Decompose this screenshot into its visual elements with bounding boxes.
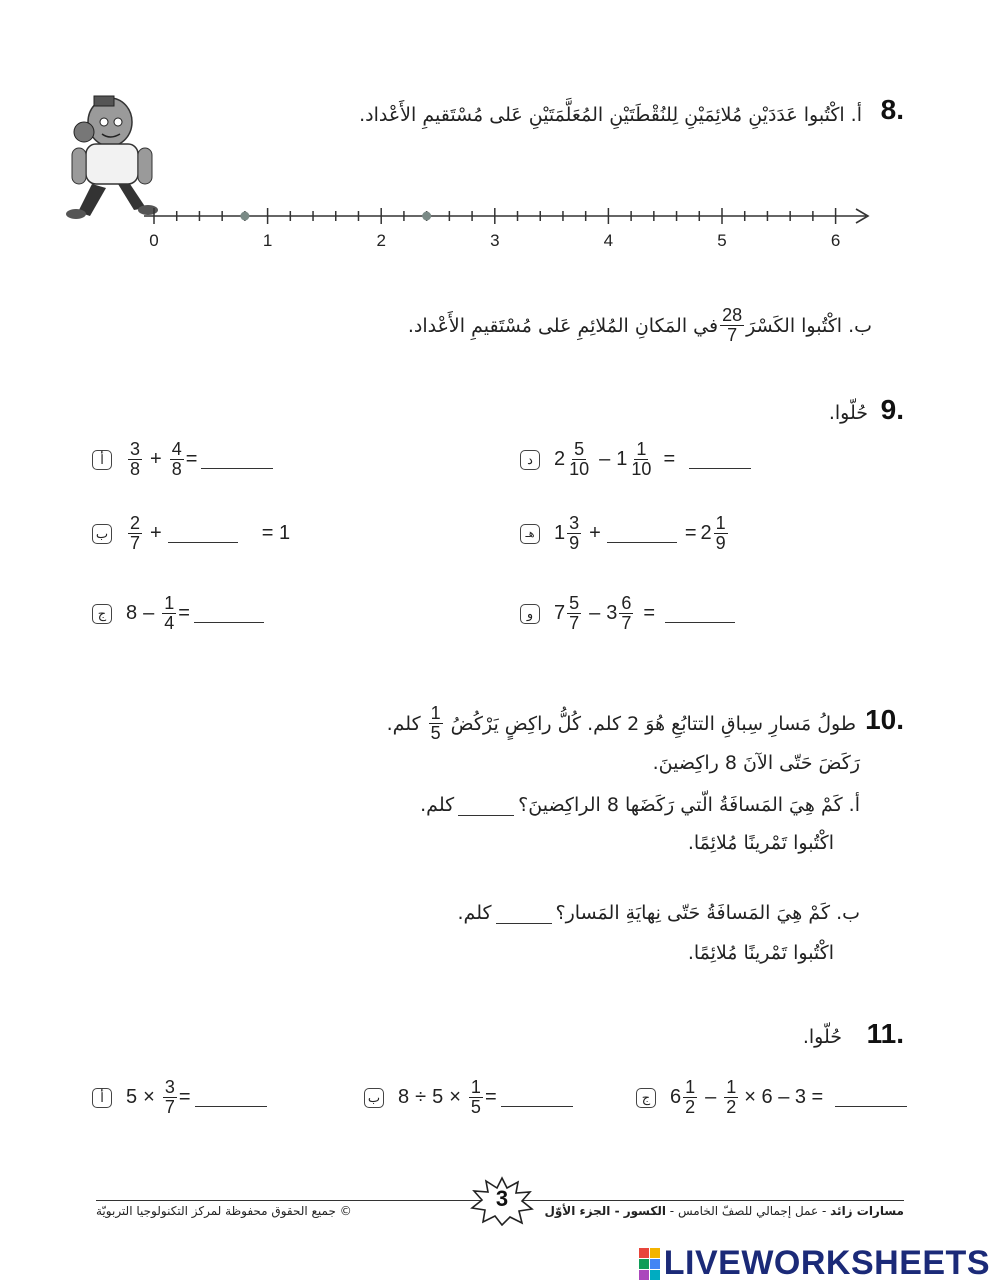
q10-part-b — [458, 902, 860, 924]
q9-item-a — [92, 440, 273, 479]
footer-series-name: مسارات زائد — [830, 1204, 904, 1218]
q9-a-fraction-2 — [170, 440, 184, 479]
footer-unit: الكسور - الجزء الأوّل — [544, 1204, 666, 1218]
q11-b-fraction — [469, 1078, 483, 1117]
fraction-numerator: 1 — [715, 513, 726, 533]
q10-b-exercise-prompt: اكْتُبوا تَمْرينًا مُلائِمًا. — [687, 942, 834, 964]
q9-d-whole-1: 2 — [554, 448, 566, 470]
q11-b-whole-1: 8 — [398, 1086, 410, 1108]
fraction-numerator: 5 — [574, 439, 585, 459]
q11-a-operator: × — [143, 1086, 155, 1108]
fraction-numerator: 1 — [470, 1077, 481, 1097]
q10-b-unit: كلم. — [457, 902, 492, 924]
q11-number: 11. — [866, 1018, 904, 1049]
q9-a-equals: = — [185, 448, 198, 470]
q9-h-whole-2: 2 — [700, 522, 712, 544]
q11-c-label: ج — [636, 1088, 656, 1108]
page-number: 3 — [495, 1186, 509, 1211]
q9-w-label: و — [520, 604, 540, 624]
fraction-denominator: 4 — [164, 613, 175, 633]
q10-a-answer-blank[interactable] — [458, 797, 514, 816]
q8-part-b-after: في المَكانِ المُلائِمِ عَلى مُسْتَقيمِ الأَعْداد. — [407, 314, 719, 337]
q10-a-unit: كلم. — [420, 794, 455, 816]
fraction-denominator: 9 — [715, 533, 726, 553]
q11-item-a — [92, 1078, 267, 1117]
fraction-denominator: 7 — [130, 533, 141, 553]
q9-h-whole-1: 1 — [554, 522, 566, 544]
q11-b-label: ب — [364, 1088, 384, 1108]
q9-d-operator: – — [599, 448, 611, 470]
q9-b-label: ب — [92, 524, 112, 544]
q9-c-equals: = — [178, 602, 190, 624]
q9-w-answer-blank[interactable] — [665, 604, 735, 623]
q9-w-equals: = — [643, 602, 656, 624]
q9-c-fraction — [162, 594, 176, 633]
fraction-denominator: 8 — [130, 459, 141, 479]
q9-d-fraction-1 — [567, 440, 591, 479]
q11-b-equals: = — [484, 1086, 497, 1108]
q10-b-question: ب. كَمْ هِيَ المَسافَةُ حَتّى نِهايَةِ المَسار؟ — [555, 902, 860, 924]
q11-c-answer-blank[interactable] — [835, 1088, 907, 1107]
fraction-numerator: 1 — [636, 439, 647, 459]
q9-c-label: ج — [92, 604, 112, 624]
q9-item-d — [520, 440, 751, 479]
number-line-label: 5 — [717, 231, 727, 250]
q9-w-whole-2: 3 — [606, 602, 618, 624]
fraction-denominator: 8 — [171, 459, 182, 479]
liveworksheets-logo-icon — [639, 1248, 660, 1280]
q9-b-fraction-1 — [128, 514, 142, 553]
fraction-denominator: 5 — [470, 1097, 481, 1117]
fraction-denominator: 7 — [164, 1097, 175, 1117]
q9-h-fraction-1 — [567, 514, 581, 553]
fraction-denominator: 10 — [569, 459, 590, 479]
q11-c-operator: – — [705, 1086, 717, 1108]
fraction-numerator: 4 — [171, 439, 182, 459]
q11-c-rest: × 6 – 3 = — [744, 1086, 824, 1108]
q9-number: 9. — [880, 394, 904, 425]
q8-part-b-before: ب. اكْتُبوا الكَسْرَ — [746, 314, 872, 337]
q11-item-b — [364, 1078, 573, 1117]
fraction-denominator: 2 — [726, 1097, 737, 1117]
q11-b-whole-2: 5 — [432, 1086, 444, 1108]
q10-a-exercise-prompt: اكْتُبوا تَمْرينًا مُلائِمًا. — [687, 832, 834, 854]
fraction-numerator: 1 — [685, 1077, 696, 1097]
q9-b-answer-blank[interactable] — [168, 524, 238, 543]
fraction-numerator: 5 — [569, 593, 580, 613]
number-line-marked-point — [422, 212, 431, 221]
q10-line-1-after: كلم. — [386, 712, 421, 735]
q9-a-fraction-1 — [128, 440, 142, 479]
q11-b-answer-blank[interactable] — [501, 1088, 573, 1107]
q9-h-equals: = — [684, 522, 697, 544]
number-line-label: 1 — [262, 231, 273, 250]
fraction-numerator: 3 — [569, 513, 580, 533]
fraction-denominator: 10 — [631, 459, 652, 479]
footer-copyright: © جميع الحقوق محفوظة لمركز التكنولوجيا التربويّة — [96, 1204, 352, 1218]
q9-b-equals: = 1 — [261, 522, 291, 544]
q11-a-fraction — [163, 1078, 177, 1117]
q9-w-operator: – — [589, 602, 601, 624]
fraction-numerator: 2 — [130, 513, 141, 533]
q10-a-question: أ. كَمْ هِيَ المَسافَةُ الّتي رَكَضَها 8 الراكِضينَ؟ — [518, 794, 860, 816]
q9-h-answer-blank[interactable] — [607, 524, 677, 543]
q9-item-w — [520, 594, 735, 633]
q10-number: 10. — [865, 704, 904, 735]
fraction-numerator: 1 — [430, 703, 441, 723]
footer-grade: - عمل إجمالي للصفّ الخامس - — [665, 1204, 831, 1218]
q11-item-c — [636, 1078, 907, 1117]
q9-w-fraction-2 — [619, 594, 633, 633]
q9-item-b — [92, 514, 290, 553]
q11-a-equals: = — [178, 1086, 191, 1108]
q10-line-1-before: طولُ مَسارِ سِباقِ التتابُعِ هُوَ 2 كلم. كُلُّ راكِضٍ يَرْكُضُ — [450, 712, 856, 735]
q10-b-answer-blank[interactable] — [496, 905, 552, 924]
q9-d-equals: = — [663, 448, 676, 470]
number-line-label: 6 — [830, 231, 841, 250]
q9-item-h — [520, 514, 730, 553]
q9-d-whole-2: 1 — [616, 448, 628, 470]
q11-b-operator-2: × — [449, 1086, 461, 1108]
fraction-denominator: 7 — [727, 325, 738, 345]
fraction-numerator: 1 — [726, 1077, 737, 1097]
fraction-denominator: 7 — [569, 613, 580, 633]
liveworksheets-brand[interactable] — [639, 1244, 990, 1283]
number-line-marked-point — [240, 212, 249, 221]
number-line-label: 3 — [490, 231, 500, 250]
q11-b-operator-1: ÷ — [415, 1086, 427, 1108]
q10-fraction — [429, 704, 443, 743]
q10-line-1 — [387, 704, 856, 743]
fraction-numerator: 3 — [164, 1077, 175, 1097]
q11-c-fraction-2 — [724, 1078, 738, 1117]
fraction-denominator: 2 — [685, 1097, 696, 1117]
q8-part-b-fraction — [720, 306, 744, 345]
footer-right-text — [544, 1204, 904, 1218]
fraction-numerator: 28 — [722, 305, 743, 325]
q11-a-whole: 5 — [126, 1086, 138, 1108]
number-line-label: 2 — [376, 231, 386, 250]
fraction-denominator: 9 — [569, 533, 580, 553]
q9-title: حُلّوا. — [828, 402, 868, 424]
q10-part-a — [420, 794, 860, 816]
q9-h-fraction-2 — [714, 514, 728, 553]
number-line-label: 4 — [603, 231, 614, 250]
q9-c-whole: 8 — [126, 602, 138, 624]
number-line — [140, 200, 880, 256]
q11-a-answer-blank[interactable] — [195, 1088, 267, 1107]
liveworksheets-text: LIVEWORKSHEETS — [663, 1244, 990, 1282]
q9-h-label: هـ — [520, 524, 540, 544]
q9-d-answer-blank[interactable] — [689, 450, 751, 469]
fraction-numerator: 6 — [621, 593, 632, 613]
q9-item-c — [92, 594, 264, 633]
q9-b-operator: + — [150, 522, 162, 544]
q9-d-fraction-2 — [629, 440, 653, 479]
q9-w-fraction-1 — [567, 594, 581, 633]
q10-line-2: رَكَضَ حَتّى الآنَ 8 راكِضينَ. — [652, 752, 860, 774]
q8-number: 8. — [880, 94, 904, 125]
fraction-denominator: 7 — [621, 613, 632, 633]
q9-c-answer-blank[interactable] — [194, 604, 264, 623]
q9-d-label: د — [520, 450, 540, 470]
q11-c-fraction-1 — [683, 1078, 697, 1117]
q8-part-a-text: أ. اكْتُبوا عَدَدَيْنِ مُلائِمَيْنِ لِلنُقْطَتَيْنِ المُعَلَّمَتَيْنِ عَلى مُسْتَقيمِ الأَعْداد. — [359, 104, 862, 126]
q9-w-whole-1: 7 — [554, 602, 566, 624]
q8-part-b — [408, 306, 872, 345]
q9-c-operator: – — [143, 602, 155, 624]
q9-a-label: أ — [92, 450, 112, 470]
q9-a-answer-blank[interactable] — [201, 450, 273, 469]
number-line-label: 0 — [149, 231, 159, 250]
fraction-numerator: 1 — [164, 593, 175, 613]
q11-a-label: أ — [92, 1088, 112, 1108]
q11-title: حُلّوا. — [802, 1026, 842, 1048]
fraction-numerator: 3 — [130, 439, 141, 459]
q9-a-operator: + — [150, 448, 162, 470]
fraction-denominator: 5 — [430, 723, 441, 743]
q11-c-whole: 6 — [670, 1086, 682, 1108]
q9-h-operator: + — [589, 522, 601, 544]
